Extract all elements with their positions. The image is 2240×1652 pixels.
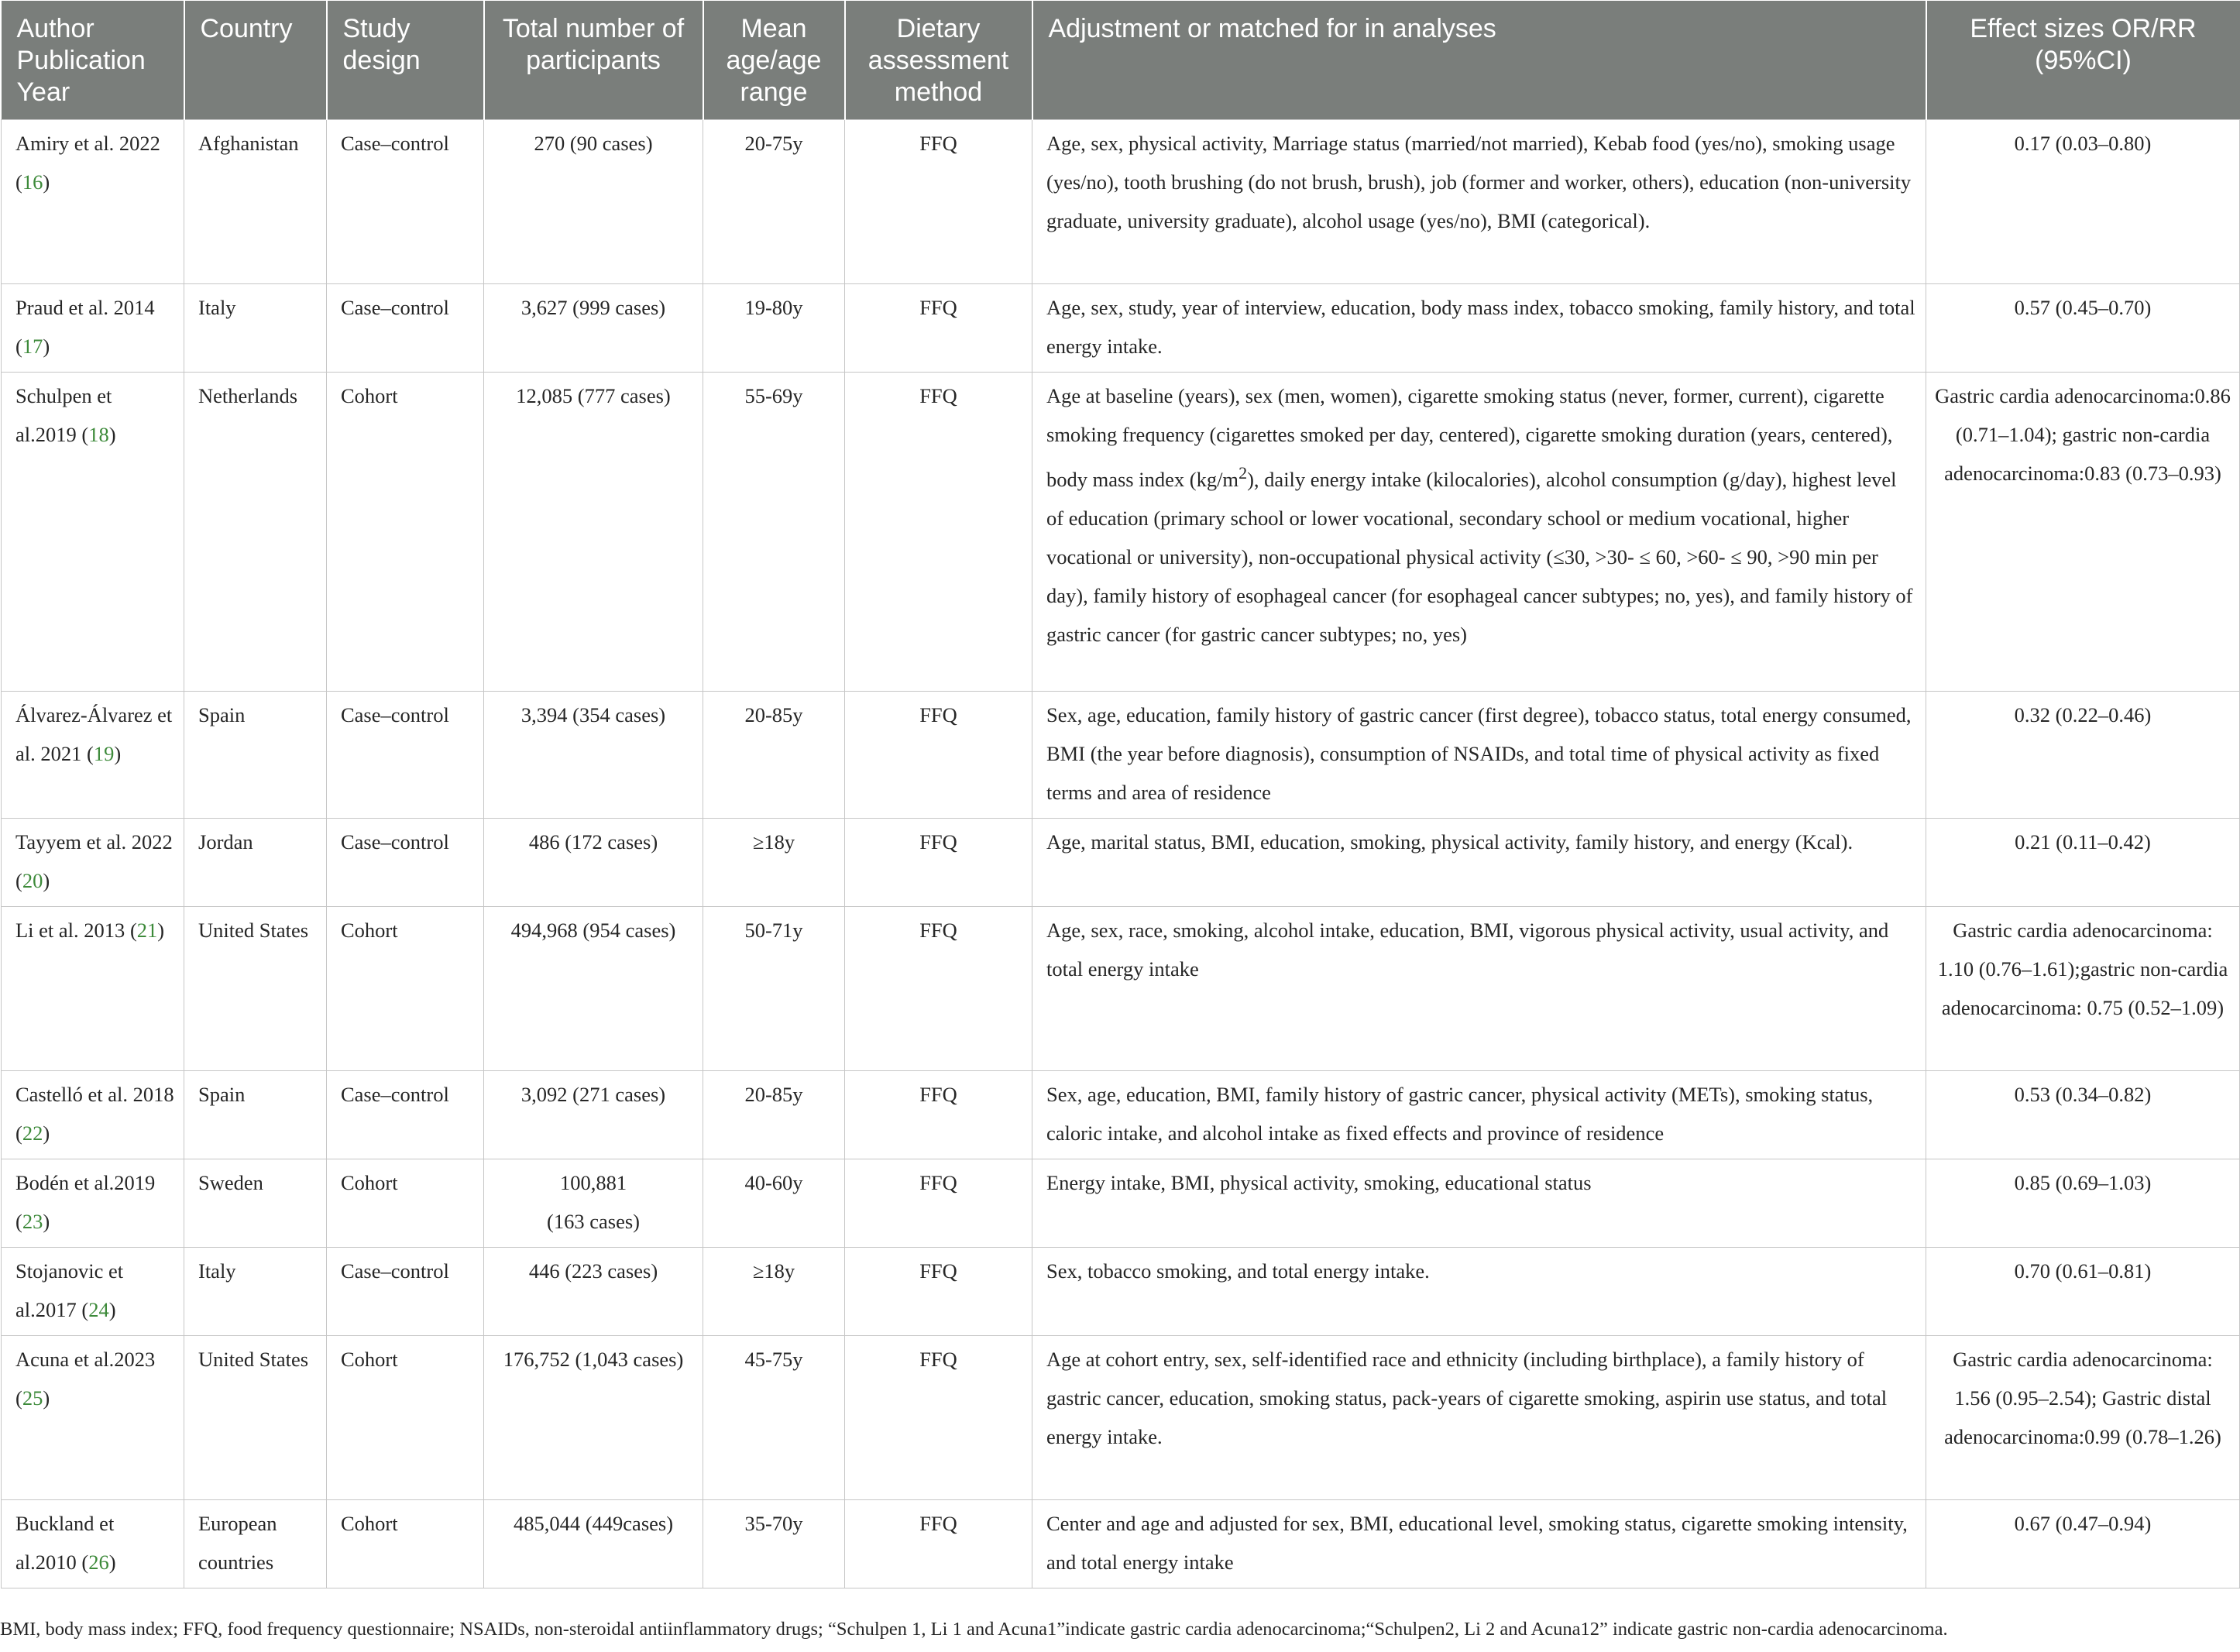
author-text: Tayyem et al. 2022 (15, 830, 173, 853)
author-text: Buckland et al.2010 (15, 1512, 115, 1574)
cell-adjustment: Age, marital status, BMI, education, smoking, physical activity, family history, and energy (Kcal). (1032, 819, 1926, 907)
cell-adjustment: Age, sex, race, smoking, alcohol intake, education, BMI, vigorous physical activity, usual activity, and total energy intake (1032, 907, 1926, 1071)
cell-author: Acuna et al.2023 (25) (2, 1336, 184, 1500)
cell-country: United States (184, 1336, 327, 1500)
table-row (2, 692, 2240, 819)
table-row (2, 373, 2240, 692)
cell-author: Schulpen et al.2019 (18) (2, 373, 184, 692)
cell-effect-size: Gastric cardia adenocarcinoma:0.86 (0.71–1.04); gastric non-cardia adenocarcinoma:0.83 (0.73–0.93) (1926, 373, 2240, 692)
cell-effect-size: 0.17 (0.03–0.80) (1926, 120, 2240, 284)
cell-effect-size: Gastric cardia adenocarcinoma: 1.56 (0.95–2.54); Gastric distal adenocarcinoma:0.99 (0.78–1.26) (1926, 1336, 2240, 1500)
author-text: Acuna et al.2023 (15, 1348, 156, 1371)
table-header (2, 1, 2240, 120)
cell-author: Amiry et al. 2022 (16) (2, 120, 184, 284)
study-characteristics-table (1, 1, 2240, 1588)
cell-age: ≥18y (703, 819, 845, 907)
header-effect-size: Effect sizes OR/RR (95%CI) (1926, 1, 2240, 120)
cell-study-design: Cohort (327, 1336, 484, 1500)
cell-country: Sweden (184, 1159, 327, 1248)
cell-adjustment: Sex, age, education, family history of gastric cancer (first degree), tobacco status, total energy consumed, BMI (the year before diagnosis), consumption of NSAIDs, and total time of physical activity as fixed terms and area of residence (1032, 692, 1926, 819)
cell-participants: 176,752 (1,043 cases) (484, 1336, 703, 1500)
author-text: Stojanovic et al.2017 (15, 1259, 124, 1321)
author-text: Amiry et al. 2022 (15, 132, 160, 155)
cell-author: Castelló et al. 2018 (22) (2, 1071, 184, 1159)
cell-dietary-method: FFQ (845, 284, 1032, 373)
header-row (2, 1, 2240, 120)
cell-effect-size: 0.85 (0.69–1.03) (1926, 1159, 2240, 1248)
cell-study-design: Case–control (327, 692, 484, 819)
cell-adjustment: Age at cohort entry, sex, self-identified race and ethnicity (including birthplace), a family history of gastric cancer, education, smoking status, pack-years of cigarette smoking, aspirin use status, and total energy intake. (1032, 1336, 1926, 1500)
table-row (2, 1071, 2240, 1159)
cell-author: Bodén et al.2019 (23) (2, 1159, 184, 1248)
table-row (2, 1248, 2240, 1336)
cell-author: Li et al. 2013 (21) (2, 907, 184, 1071)
cell-study-design: Case–control (327, 284, 484, 373)
cell-adjustment (1032, 373, 1926, 692)
cell-participants: 446 (223 cases) (484, 1248, 703, 1336)
cell-participants: 486 (172 cases) (484, 819, 703, 907)
cell-adjustment: Energy intake, BMI, physical activity, smoking, educational status (1032, 1159, 1926, 1248)
cell-effect-size: 0.67 (0.47–0.94) (1926, 1500, 2240, 1588)
reference-link[interactable]: 18 (88, 423, 109, 446)
adjustment-text-part-a: Age at baseline (years), sex (men, women), cigarette smoking status (never, former, current), cigarette smoking frequency (cigarettes smoked per day, centered), cigarette smoking duration (years, centered), body mass index (kg/m (1046, 384, 1893, 491)
cell-country: Spain (184, 1071, 327, 1159)
author-text: Álvarez-Álvarez et al. 2021 (15, 703, 173, 765)
cell-study-design: Case–control (327, 120, 484, 284)
cell-author: Álvarez-Álvarez et al. 2021 (19) (2, 692, 184, 819)
cell-age: 35-70y (703, 1500, 845, 1588)
cell-country: Jordan (184, 819, 327, 907)
superscript-2: 2 (1239, 463, 1248, 483)
cell-adjustment: Age, sex, physical activity, Marriage status (married/not married), Kebab food (yes/no), smoking usage (yes/no), tooth brushing (do not brush, brush), job (former and worker, others), education (non-university graduate, university graduate), alcohol usage (yes/no), BMI (categorical). (1032, 120, 1926, 284)
cell-age: 40-60y (703, 1159, 845, 1248)
cell-participants: 12,085 (777 cases) (484, 373, 703, 692)
cell-participants: 3,627 (999 cases) (484, 284, 703, 373)
cell-age: ≥18y (703, 1248, 845, 1336)
cell-age: 50-71y (703, 907, 845, 1071)
cell-dietary-method: FFQ (845, 819, 1032, 907)
reference-link[interactable]: 25 (22, 1386, 43, 1410)
reference-link[interactable]: 21 (136, 919, 158, 942)
cell-age: 19-80y (703, 284, 845, 373)
author-text: Schulpen et al.2019 (15, 384, 112, 446)
cell-age: 55-69y (703, 373, 845, 692)
cell-study-design: Cohort (327, 907, 484, 1071)
reference-link[interactable]: 22 (22, 1121, 43, 1145)
reference-link[interactable]: 17 (22, 335, 43, 358)
reference-link[interactable]: 23 (22, 1210, 43, 1233)
header-dietary-method: Dietary assessment method (845, 1, 1032, 120)
cell-age: 20-85y (703, 1071, 845, 1159)
cell-effect-size: 0.21 (0.11–0.42) (1926, 819, 2240, 907)
cell-dietary-method: FFQ (845, 1071, 1032, 1159)
reference-link[interactable]: 16 (22, 170, 43, 194)
table-row (2, 1336, 2240, 1500)
cell-dietary-method: FFQ (845, 907, 1032, 1071)
cell-country: Spain (184, 692, 327, 819)
cell-country: Netherlands (184, 373, 327, 692)
cell-study-design: Case–control (327, 819, 484, 907)
cell-participants: 270 (90 cases) (484, 120, 703, 284)
cell-author: Praud et al. 2014 (17) (2, 284, 184, 373)
cell-dietary-method: FFQ (845, 1500, 1032, 1588)
cell-country: European countries (184, 1500, 327, 1588)
author-text: Li et al. 2013 (15, 919, 125, 942)
cell-effect-size: 0.57 (0.45–0.70) (1926, 284, 2240, 373)
cell-dietary-method: FFQ (845, 1248, 1032, 1336)
cell-adjustment: Center and age and adjusted for sex, BMI, educational level, smoking status, cigarette smoking intensity, and total energy intake (1032, 1500, 1926, 1588)
cell-adjustment: Age, sex, study, year of interview, education, body mass index, tobacco smoking, family history, and total energy intake. (1032, 284, 1926, 373)
cell-age: 20-75y (703, 120, 845, 284)
cell-study-design: Cohort (327, 1159, 484, 1248)
header-participants: Total number of participants (484, 1, 703, 120)
cell-participants: 485,044 (449cases) (484, 1500, 703, 1588)
author-text: Bodén et al.2019 (15, 1171, 156, 1194)
cell-dietary-method: FFQ (845, 120, 1032, 284)
cell-effect-size: 0.32 (0.22–0.46) (1926, 692, 2240, 819)
table-row (2, 907, 2240, 1071)
cell-country: Afghanistan (184, 120, 327, 284)
reference-link[interactable]: 19 (93, 742, 115, 765)
table-row (2, 819, 2240, 907)
cell-dietary-method: FFQ (845, 1336, 1032, 1500)
reference-link[interactable]: 24 (88, 1298, 109, 1321)
cell-study-design: Case–control (327, 1071, 484, 1159)
reference-link[interactable]: 20 (22, 869, 43, 892)
reference-link[interactable]: 26 (88, 1551, 109, 1574)
participants-cases: (163 cases) (547, 1210, 640, 1233)
cell-dietary-method: FFQ (845, 1159, 1032, 1248)
table-row (2, 1500, 2240, 1588)
cell-author: Stojanovic et al.2017 (24) (2, 1248, 184, 1336)
cell-study-design: Cohort (327, 373, 484, 692)
table-footnote: BMI, body mass index; FFQ, food frequency questionnaire; NSAIDs, non-steroidal antiinflammatory drugs; “Schulpen 1, Li 1 and Acuna1”indicate gastric cardia adenocarcinoma;“Schulpen2, Li 2 and Acuna12” indicate gastric non-cardia adenocarcinoma. (0, 1619, 1948, 1640)
cell-adjustment: Sex, tobacco smoking, and total energy intake. (1032, 1248, 1926, 1336)
table-row (2, 284, 2240, 373)
cell-country: Italy (184, 284, 327, 373)
cell-participants: 494,968 (954 cases) (484, 907, 703, 1071)
cell-study-design: Case–control (327, 1248, 484, 1336)
participants-count: 100,881 (559, 1171, 627, 1194)
cell-effect-size: 0.70 (0.61–0.81) (1926, 1248, 2240, 1336)
cell-effect-size: Gastric cardia adenocarcinoma: 1.10 (0.76–1.61);gastric non-cardia adenocarcinoma: 0.75 (0.52–1.09) (1926, 907, 2240, 1071)
cell-author: Buckland et al.2010 (26) (2, 1500, 184, 1588)
cell-participants (484, 1159, 703, 1248)
table-body (2, 120, 2240, 1588)
author-text: Praud et al. 2014 (15, 296, 155, 319)
cell-participants: 3,092 (271 cases) (484, 1071, 703, 1159)
header-adjustment: Adjustment or matched for in analyses (1032, 1, 1926, 120)
adjustment-text-part-b: ), daily energy intake (kilocalories), alcohol consumption (g/day), highest level of education (primary school or lower vocational, secondary school or medium vocational, higher vocational or university), non-occupational physical activity (≤30, >30- ≤ 60, >60- ≤ 90, >90 min per day), family history of esophageal cancer (for esophageal cancer subtypes; no, yes), and family history of gastric cancer (for gastric cancer subtypes; no, yes) (1046, 467, 1913, 646)
cell-participants: 3,394 (354 cases) (484, 692, 703, 819)
cell-dietary-method: FFQ (845, 692, 1032, 819)
cell-study-design: Cohort (327, 1500, 484, 1588)
cell-adjustment: Sex, age, education, BMI, family history of gastric cancer, physical activity (METs), smoking status, caloric intake, and alcohol intake as fixed effects and province of residence (1032, 1071, 1926, 1159)
header-age: Mean age/age range (703, 1, 845, 120)
header-author: Author Publication Year (2, 1, 184, 120)
header-study-design: Study design (327, 1, 484, 120)
cell-age: 45-75y (703, 1336, 845, 1500)
table-row (2, 1159, 2240, 1248)
cell-author: Tayyem et al. 2022 (20) (2, 819, 184, 907)
author-text: Castelló et al. 2018 (15, 1083, 174, 1106)
cell-age: 20-85y (703, 692, 845, 819)
table-row (2, 120, 2240, 284)
cell-effect-size: 0.53 (0.34–0.82) (1926, 1071, 2240, 1159)
cell-country: United States (184, 907, 327, 1071)
cell-dietary-method: FFQ (845, 373, 1032, 692)
cell-country: Italy (184, 1248, 327, 1336)
header-country: Country (184, 1, 327, 120)
